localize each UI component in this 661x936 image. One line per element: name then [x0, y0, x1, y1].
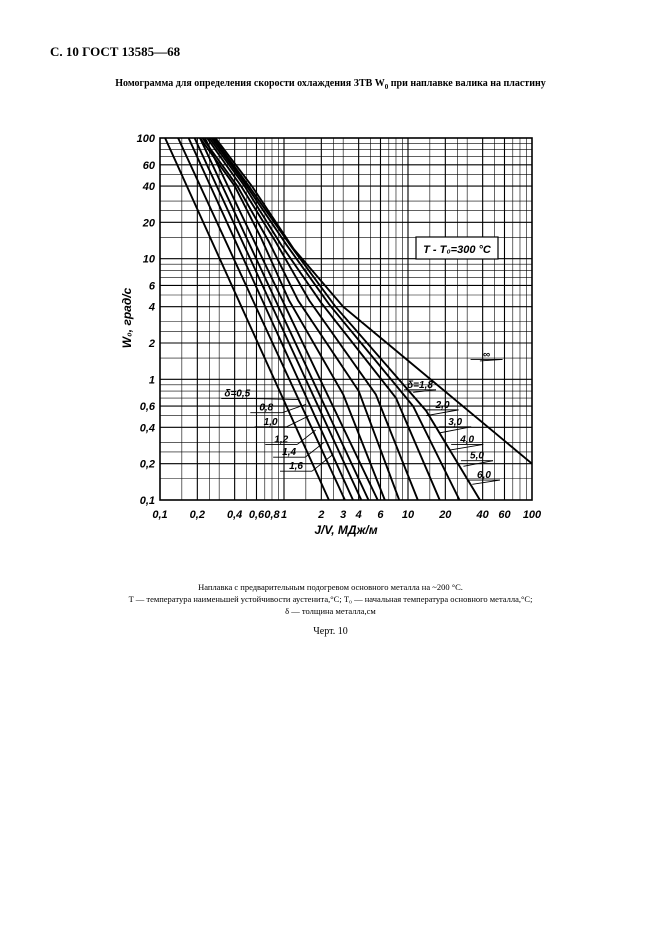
x-tick-label: 1 — [280, 509, 288, 521]
x-tick-label: 0,1 — [152, 509, 168, 521]
series-label: 6,0 — [477, 470, 491, 482]
series-label: δ=0,5 — [224, 388, 251, 400]
y-tick-label: 0,2 — [139, 458, 155, 471]
x-tick-label: 10 — [401, 509, 415, 521]
series-line — [165, 138, 329, 500]
series-label: 1,0 — [263, 416, 278, 428]
x-tick-label: 0,4 — [227, 509, 243, 521]
series-label: 5,0 — [470, 450, 484, 462]
series-line — [205, 138, 378, 500]
series-label: 1,2 — [274, 434, 289, 446]
y-tick-label: 60 — [142, 159, 155, 172]
x-tick-label: 60 — [498, 509, 511, 521]
note-line-3: δ — толщина металла,см — [285, 606, 376, 616]
title-tail: при наплавке валика на пластину — [388, 78, 546, 89]
page-header: С. 10 ГОСТ 13585—68 — [50, 44, 181, 59]
x-tick-label: 0,6 — [248, 509, 265, 521]
y-tick-label: 6 — [148, 280, 155, 293]
y-tick-label: 10 — [142, 253, 155, 266]
y-tick-label: 0,4 — [139, 422, 155, 435]
y-tick-label: 40 — [142, 181, 155, 194]
series-label: 3,0 — [448, 416, 463, 428]
title-subscript: 0 — [384, 83, 389, 91]
series-label: 1,4 — [282, 447, 297, 459]
x-tick-label: 0,8 — [264, 509, 280, 521]
series-line — [189, 138, 353, 500]
y-tick-label: 20 — [142, 217, 155, 230]
series-line — [214, 138, 480, 500]
x-tick-label: 4 — [355, 509, 362, 521]
series-label: δ=1,8 — [407, 379, 433, 391]
y-tick-label: 100 — [136, 133, 155, 145]
x-tick-label: 6 — [377, 509, 384, 521]
y-tick-label: 0,6 — [139, 401, 155, 414]
y-tick-label: 2 — [148, 338, 155, 351]
series-label: 1,6 — [289, 461, 303, 473]
annotation-box — [416, 237, 498, 259]
figure-label: Черт. 10 — [313, 626, 348, 637]
x-tick-label: 0,2 — [189, 509, 205, 521]
x-axis-label: J/V, МДж/м — [314, 523, 378, 537]
y-tick-label: 4 — [148, 301, 155, 314]
x-tick-label: 20 — [439, 509, 452, 521]
series-label: 0,8 — [259, 402, 274, 414]
series-label: ∞ — [482, 349, 491, 361]
series-line — [195, 138, 362, 500]
y-axis-label: W₀, град/с — [120, 287, 134, 349]
note-line-1: Наплавка с предварительным подогревом основного металла на ~200 °С. — [198, 582, 463, 592]
series-label: 2,0 — [435, 399, 450, 411]
x-tick-label: 3 — [340, 509, 347, 521]
note-line-2: T — температура наименьшей устойчивости аустенита,°С; T₀ — начальная температура основного металла,°С; — [128, 594, 533, 604]
y-tick-label: 1 — [148, 374, 155, 387]
label-leader — [253, 399, 298, 400]
x-tick-label: 2 — [318, 509, 325, 521]
x-tick-label: 100 — [522, 509, 542, 521]
title-main: Номограмма для определения скорости охлаждения ЗТВ W — [115, 78, 385, 89]
series-label: 4,0 — [460, 434, 475, 446]
x-tick-label: 40 — [476, 509, 489, 521]
annotation-text: T - T₀=300 °C — [423, 244, 491, 256]
y-tick-label: 0,1 — [139, 495, 155, 507]
